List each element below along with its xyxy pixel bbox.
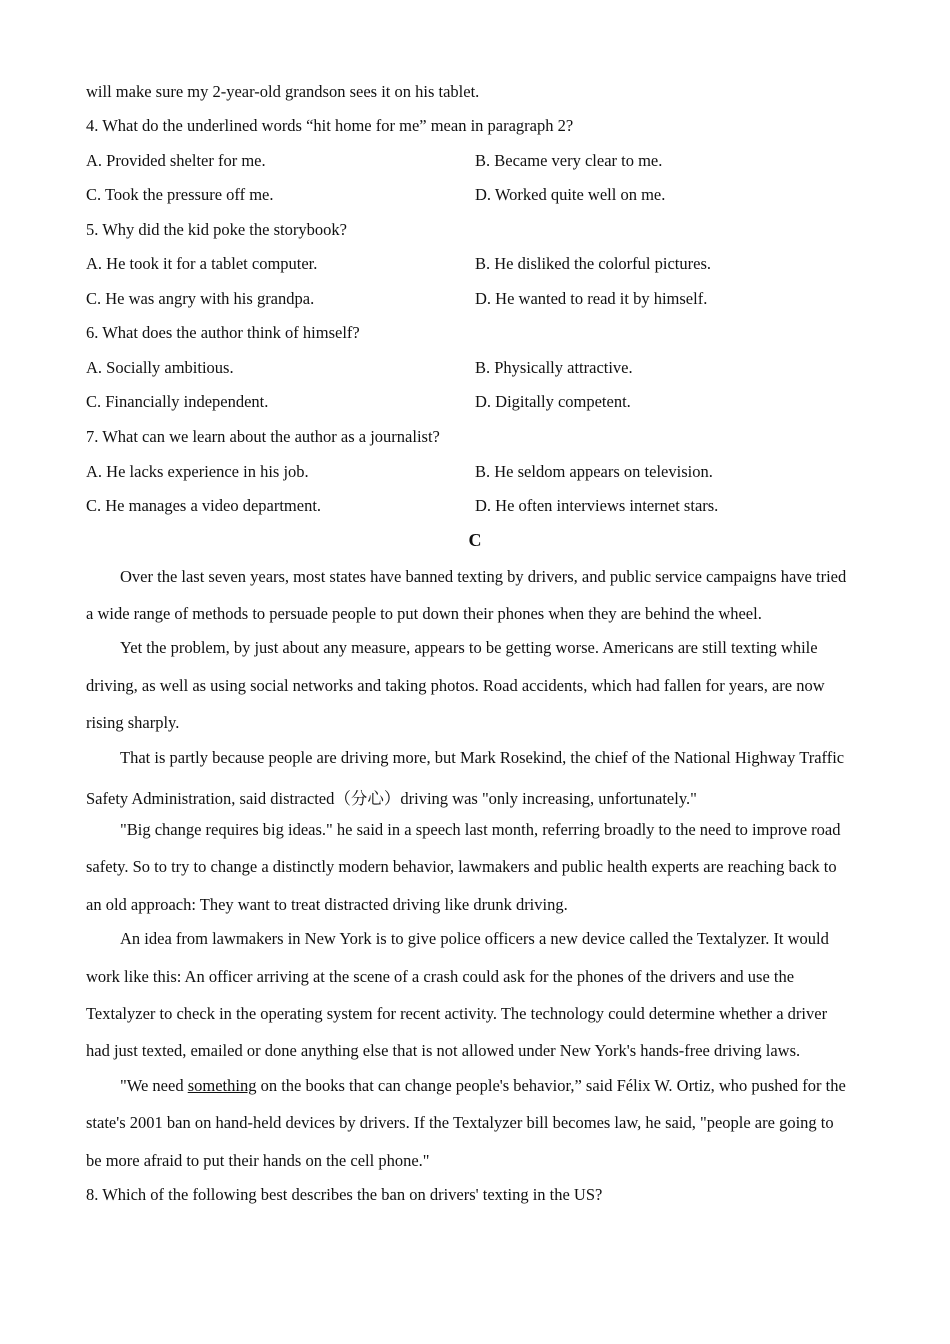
q7-option-a: A. He lacks experience in his job. <box>86 462 309 481</box>
question-4: 4. What do the underlined words “hit home for me” mean in paragraph 2? <box>86 116 574 135</box>
q6-option-d: D. Digitally competent. <box>475 392 631 411</box>
question-7: 7. What can we learn about the author as a journalist? <box>86 427 440 446</box>
passage-p4-line2: safety. So to try to change a distinctly modern behavior, lawmakers and public health experts are reaching back to <box>86 857 837 876</box>
q4-option-a: A. Provided shelter for me. <box>86 151 266 170</box>
q5-option-b: B. He disliked the colorful pictures. <box>475 254 711 273</box>
question-8: 8. Which of the following best describes the ban on drivers' texting in the US? <box>86 1185 603 1204</box>
question-6: 6. What does the author think of himself? <box>86 323 360 342</box>
q4-option-d: D. Worked quite well on me. <box>475 185 666 204</box>
q5-option-a: A. He took it for a tablet computer. <box>86 254 318 273</box>
passage-p2-line3: rising sharply. <box>86 713 180 732</box>
p6-text-before: "We need <box>120 1076 188 1095</box>
passage-p5-line4: had just texted, emailed or done anything else that is not allowed under New York's hands-free driving laws. <box>86 1041 801 1060</box>
q4-option-c: C. Took the pressure off me. <box>86 185 274 204</box>
passage-p4-line1: "Big change requires big ideas." he said in a speech last month, referring broadly to the need to improve road <box>120 820 841 839</box>
p6-text-after: on the books that can change people's behavior,” said Félix W. Ortiz, who pushed for the <box>256 1076 846 1095</box>
passage-p2-line1: Yet the problem, by just about any measure, appears to be getting worse. Americans are still texting while <box>120 638 818 657</box>
q6-option-b: B. Physically attractive. <box>475 358 633 377</box>
passage-p6-line1 <box>86 1076 895 1096</box>
q5-option-c: C. He was angry with his grandpa. <box>86 289 315 308</box>
passage-p1-line1: Over the last seven years, most states have banned texting by drivers, and public service campaigns have tried <box>120 567 847 586</box>
passage-p6-line3: be more afraid to put their hands on the cell phone." <box>86 1151 430 1170</box>
q7-option-b: B. He seldom appears on television. <box>475 462 713 481</box>
underlined-word-something: something <box>187 1076 257 1095</box>
question-5: 5. Why did the kid poke the storybook? <box>86 220 347 239</box>
passage-p3-line1: That is partly because people are driving more, but Mark Rosekind, the chief of the National Highway Traffic <box>120 748 845 767</box>
passage-p4-line3: an old approach: They want to treat distracted driving like drunk driving. <box>86 895 568 914</box>
q7-option-d: D. He often interviews internet stars. <box>475 496 719 515</box>
passage-p6-line2: state's 2001 ban on hand-held devices by drivers. If the Textalyzer bill becomes law, he said, "people are going to <box>86 1113 834 1132</box>
passage-p5-line1: An idea from lawmakers in New York is to give police officers a new device called the Textalyzer. It would <box>120 929 829 948</box>
passage-p5-line3: Textalyzer to check in the operating system for recent activity. The technology could determine whether a driver <box>86 1004 828 1023</box>
passage-p5-line2: work like this: An officer arriving at the scene of a crash could ask for the phones of the drivers and use the <box>86 967 795 986</box>
q7-option-c: C. He manages a video department. <box>86 496 322 515</box>
q6-option-a: A. Socially ambitious. <box>86 358 234 377</box>
passage-p3-line2: Safety Administration, said distracted（分心）driving was "only increasing, unfortunately." <box>86 789 697 808</box>
q4-option-b: B. Became very clear to me. <box>475 151 663 170</box>
passage-p1-line2: a wide range of methods to persuade people to put down their phones when they are behind the wheel. <box>86 604 762 623</box>
q5-option-d: D. He wanted to read it by himself. <box>475 289 708 308</box>
section-heading: C <box>468 530 482 550</box>
intro-line: will make sure my 2-year-old grandson sees it on his tablet. <box>86 82 480 101</box>
passage-p2-line2: driving, as well as using social networks and taking photos. Road accidents, which had fallen for years, are now <box>86 676 825 695</box>
q6-option-c: C. Financially independent. <box>86 392 269 411</box>
